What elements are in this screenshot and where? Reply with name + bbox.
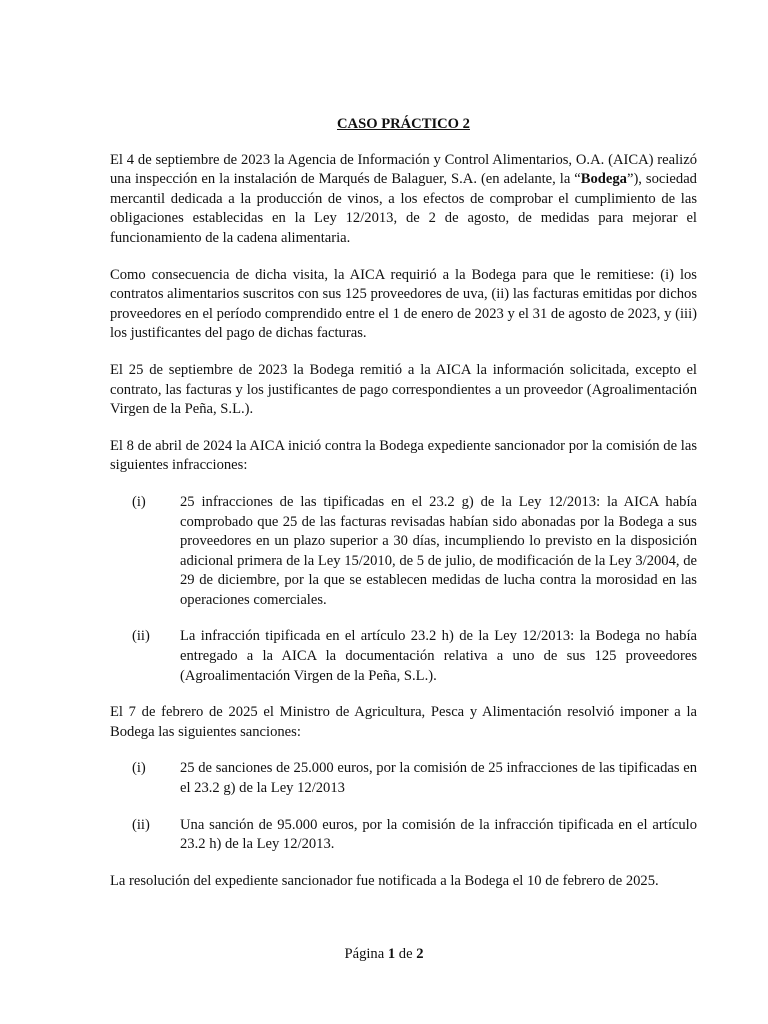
paragraph-inspection-text-2: ”), sociedad mercantil dedicada a la producción de vinos, a los efectos de comprobar el cumplimiento de las obligaciones establecidas en la Ley 12/2013, de 2 de agosto, de medidas para mejorar el funcionamiento de la cadena alimentaria.: [110, 171, 697, 246]
current-page: 1: [387, 946, 396, 962]
document-title: CASO PRÁCTICO 2: [337, 116, 470, 132]
sanction-item: [110, 759, 697, 798]
paragraph-notification: La resolución del expediente sancionador fue notificada a la Bodega el 10 de febrero de 2025.: [110, 872, 659, 889]
paragraph-inspection-text-1: El 4 de septiembre de 2023 la Agencia de Información y Control Alimentarios, O.A. (AICA) realizó una inspección en la instalación de Marqués de Balaguer, S.A. (en adelante, la “: [110, 151, 697, 188]
page-separator: de: [395, 946, 417, 962]
paragraph-proceedings: El 8 de abril de 2024 la AICA inició contra la Bodega expediente sancionador por la comisión de las siguientes infracciones:: [110, 437, 697, 474]
infraction-text: 25 infracciones de las tipificadas en el 23.2 g) de la Ley 12/2013: la AICA había comprobado que 25 de las facturas revisadas habían sido abonadas por la Bodega a sus proveedores en un plazo superior a 30 días, incumpliendo lo previsto en la disposición adicional primera de la Ley 15/2010, de 5 de julio, de modificación de la Ley 3/2004, de 29 de diciembre, por la que se establecen medidas de lucha contra la morosidad en las operaciones comerciales.: [180, 493, 697, 608]
sanction-number: (ii): [132, 816, 150, 833]
document-body: [110, 115, 697, 908]
sanction-text: 25 de sanciones de 25.000 euros, por la comisión de 25 infracciones de las tipificadas en el 23.2 g) de la Ley 12/2013: [180, 760, 697, 797]
infraction-item: [110, 493, 697, 611]
paragraph-response: El 25 de septiembre de 2023 la Bodega remitió a la AICA la información solicitada, excepto el contrato, las facturas y los justificantes de pago correspondientes a un proveedor (Agroalimentación Virgen de la Peña, S.L.).: [110, 361, 697, 418]
infraction-number: (ii): [132, 628, 150, 645]
paragraph-request: Como consecuencia de dicha visita, la AICA requirió a la Bodega para que le remitiese: (i) los contratos alimentarios suscritos con sus 125 proveedores de uva, (ii) las facturas emitidas por dichos proveedores en el período comprendido entre el 1 de enero de 2023 y el 31 de agosto de 2023, y (iii) los justificantes del pago de dichas facturas.: [110, 266, 697, 342]
infraction-item: [110, 627, 697, 686]
paragraph-resolution: El 7 de febrero de 2025 el Ministro de Agricultura, Pesca y Alimentación resolvió imponer a la Bodega las siguientes sanciones:: [110, 704, 697, 740]
page-label: Página: [344, 946, 388, 962]
sanction-number: (i): [132, 760, 146, 777]
sanction-item: [110, 816, 697, 855]
page-number: [0, 946, 768, 963]
total-pages: 2: [416, 946, 424, 962]
bodega-term: Bodega: [580, 171, 627, 188]
infraction-number: (i): [132, 493, 146, 510]
paragraph-inspection: [110, 151, 697, 249]
sanction-text: Una sanción de 95.000 euros, por la comisión de la infracción tipificada en el artículo 23.2 h) de la Ley 12/2013.: [180, 816, 697, 853]
infraction-text: La infracción tipificada en el artículo 23.2 h) de la Ley 12/2013: la Bodega no había entregado a la AICA la documentación relativa a uno de sus 125 proveedores (Agroalimentación Virgen de la Peña, S.L.).: [180, 628, 697, 684]
